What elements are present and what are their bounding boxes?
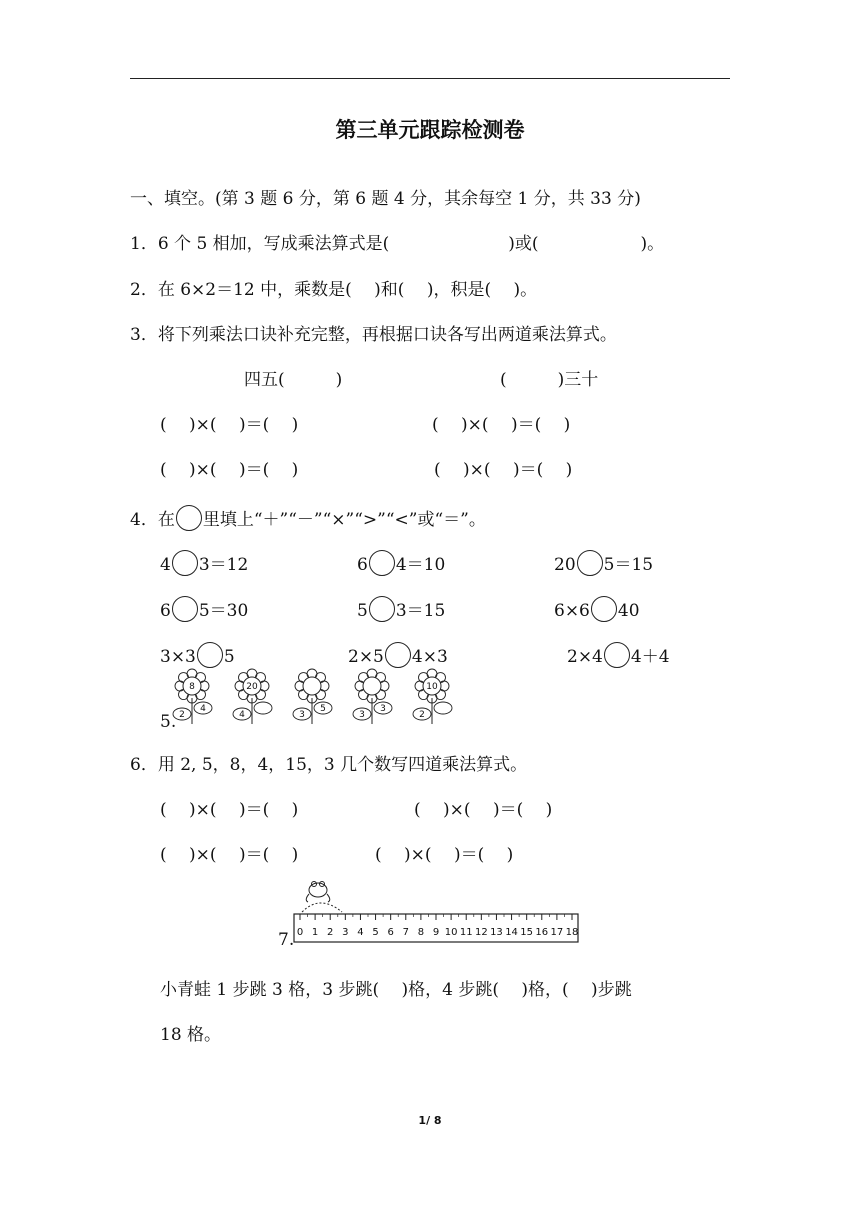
frog-icon [302,882,342,913]
ruler-tick-label: 15 [520,927,534,938]
flowers-figure [170,668,470,726]
answer-circle-icon [176,505,202,531]
flower-icon [413,669,452,724]
q7-label: 7. [278,930,295,950]
ruler-tick-label: 0 [296,927,304,938]
q7-text-2: 18 格。 [160,1025,222,1045]
q3-equation-2: ( )×( )＝( ) [432,415,571,435]
question-4 [130,505,486,531]
ruler-tick-label: 16 [535,927,549,938]
q4-item: 4 3＝12 [160,550,248,576]
question-2: 2．在 6×2＝12 中，乘数是( )和( )，积是( )。 [130,280,538,300]
section-heading: 一、填空。(第 3 题 6 分，第 6 题 4 分，其余每空 1 分，共 33 分) [130,189,641,209]
q4-item: 6 4＝10 [357,550,445,576]
q3-equation-1: ( )×( )＝( ) [160,415,299,435]
q7-text-1: 小青蛙 1 步跳 3 格，3 步跳( )格，4 步跳( )格，( )步跳 [160,980,632,1000]
flower-right-number: 5 [320,704,326,714]
answer-circle-icon[interactable] [197,642,223,668]
flower-right-number: 3 [380,704,386,714]
ruler-tick-label: 12 [474,927,488,938]
q6-equation-2: ( )×( )＝( ) [414,800,553,820]
answer-circle-icon[interactable] [172,596,198,622]
flower-icon [293,669,332,724]
answer-circle-icon[interactable] [577,550,603,576]
q5-label: 5. [160,712,177,732]
ruler-figure [290,878,585,948]
q4-item: 5 3＝15 [357,596,445,622]
ruler-tick-label: 8 [417,927,425,938]
flower-icon [173,669,212,724]
q4-suffix: 里填上“＋”“－”“×”“>”“<”或“＝”。 [202,510,486,530]
q4-item: 6×6 40 [554,596,640,622]
q3-rhyme-2: ( )三十 [500,370,599,390]
flower-left-number: 3 [299,710,305,720]
flower-left-number: 2 [179,710,185,720]
flower-left-number: 3 [359,710,365,720]
page-title: 第三单元跟踪检测卷 [335,118,525,142]
q4-prefix: 4．在 [130,510,175,530]
ruler-tick-label: 9 [432,927,440,938]
flower-right-number: 4 [200,704,206,714]
q6-equation-1: ( )×( )＝( ) [160,800,299,820]
question-1: 1．6 个 5 相加，写成乘法算式是( )或( )。 [130,234,665,254]
q3-equation-4: ( )×( )＝( ) [434,460,573,480]
answer-circle-icon[interactable] [591,596,617,622]
answer-circle-icon[interactable] [369,550,395,576]
q4-item: 2×4 4＋4 [567,642,670,668]
answer-circle-icon[interactable] [604,642,630,668]
flower-icon [353,669,392,724]
ruler-tick-label: 6 [387,927,394,938]
flower-top-number: 8 [189,682,195,692]
flower-left-number: 2 [419,710,425,720]
q6-equation-3: ( )×( )＝( ) [160,845,299,865]
ruler-tick-label: 1 [311,927,319,938]
q4-item: 2×5 4×3 [348,642,448,668]
ruler-tick-label: 10 [444,927,458,938]
q6-equation-4: ( )×( )＝( ) [375,845,514,865]
flower-left-number: 4 [239,710,245,720]
question-3: 3．将下列乘法口诀补充完整，再根据口诀各写出两道乘法算式。 [130,325,617,345]
ruler-tick-label: 13 [490,927,503,938]
ruler-tick-label: 11 [459,927,473,938]
answer-circle-icon[interactable] [172,550,198,576]
ruler-tick-label: 7 [402,927,409,938]
answer-circle-icon[interactable] [369,596,395,622]
question-6: 6．用 2, 5，8，4，15，3 几个数写四道乘法算式。 [130,755,528,775]
page-number: 1/ 8 [418,1114,442,1127]
ruler-tick-label: 18 [565,927,579,938]
answer-circle-icon[interactable] [385,642,411,668]
flower-top-number: 10 [426,682,438,692]
q3-equation-3: ( )×( )＝( ) [160,460,299,480]
ruler-tick-label: 14 [505,927,518,938]
q4-item: 20 5＝15 [554,550,653,576]
flower-icon [233,669,272,724]
ruler-tick-label: 4 [357,927,364,938]
ruler-tick-label: 2 [327,927,334,938]
ruler-tick-label: 17 [550,927,564,938]
header-rule [130,78,730,79]
ruler-tick-label: 3 [342,927,349,938]
ruler-tick-label: 5 [372,927,379,938]
q3-rhyme-1: 四五( ) [244,370,343,390]
flower-top-number: 20 [246,682,258,692]
q4-item: 3×3 5 [160,642,235,668]
q4-item: 6 5＝30 [160,596,248,622]
